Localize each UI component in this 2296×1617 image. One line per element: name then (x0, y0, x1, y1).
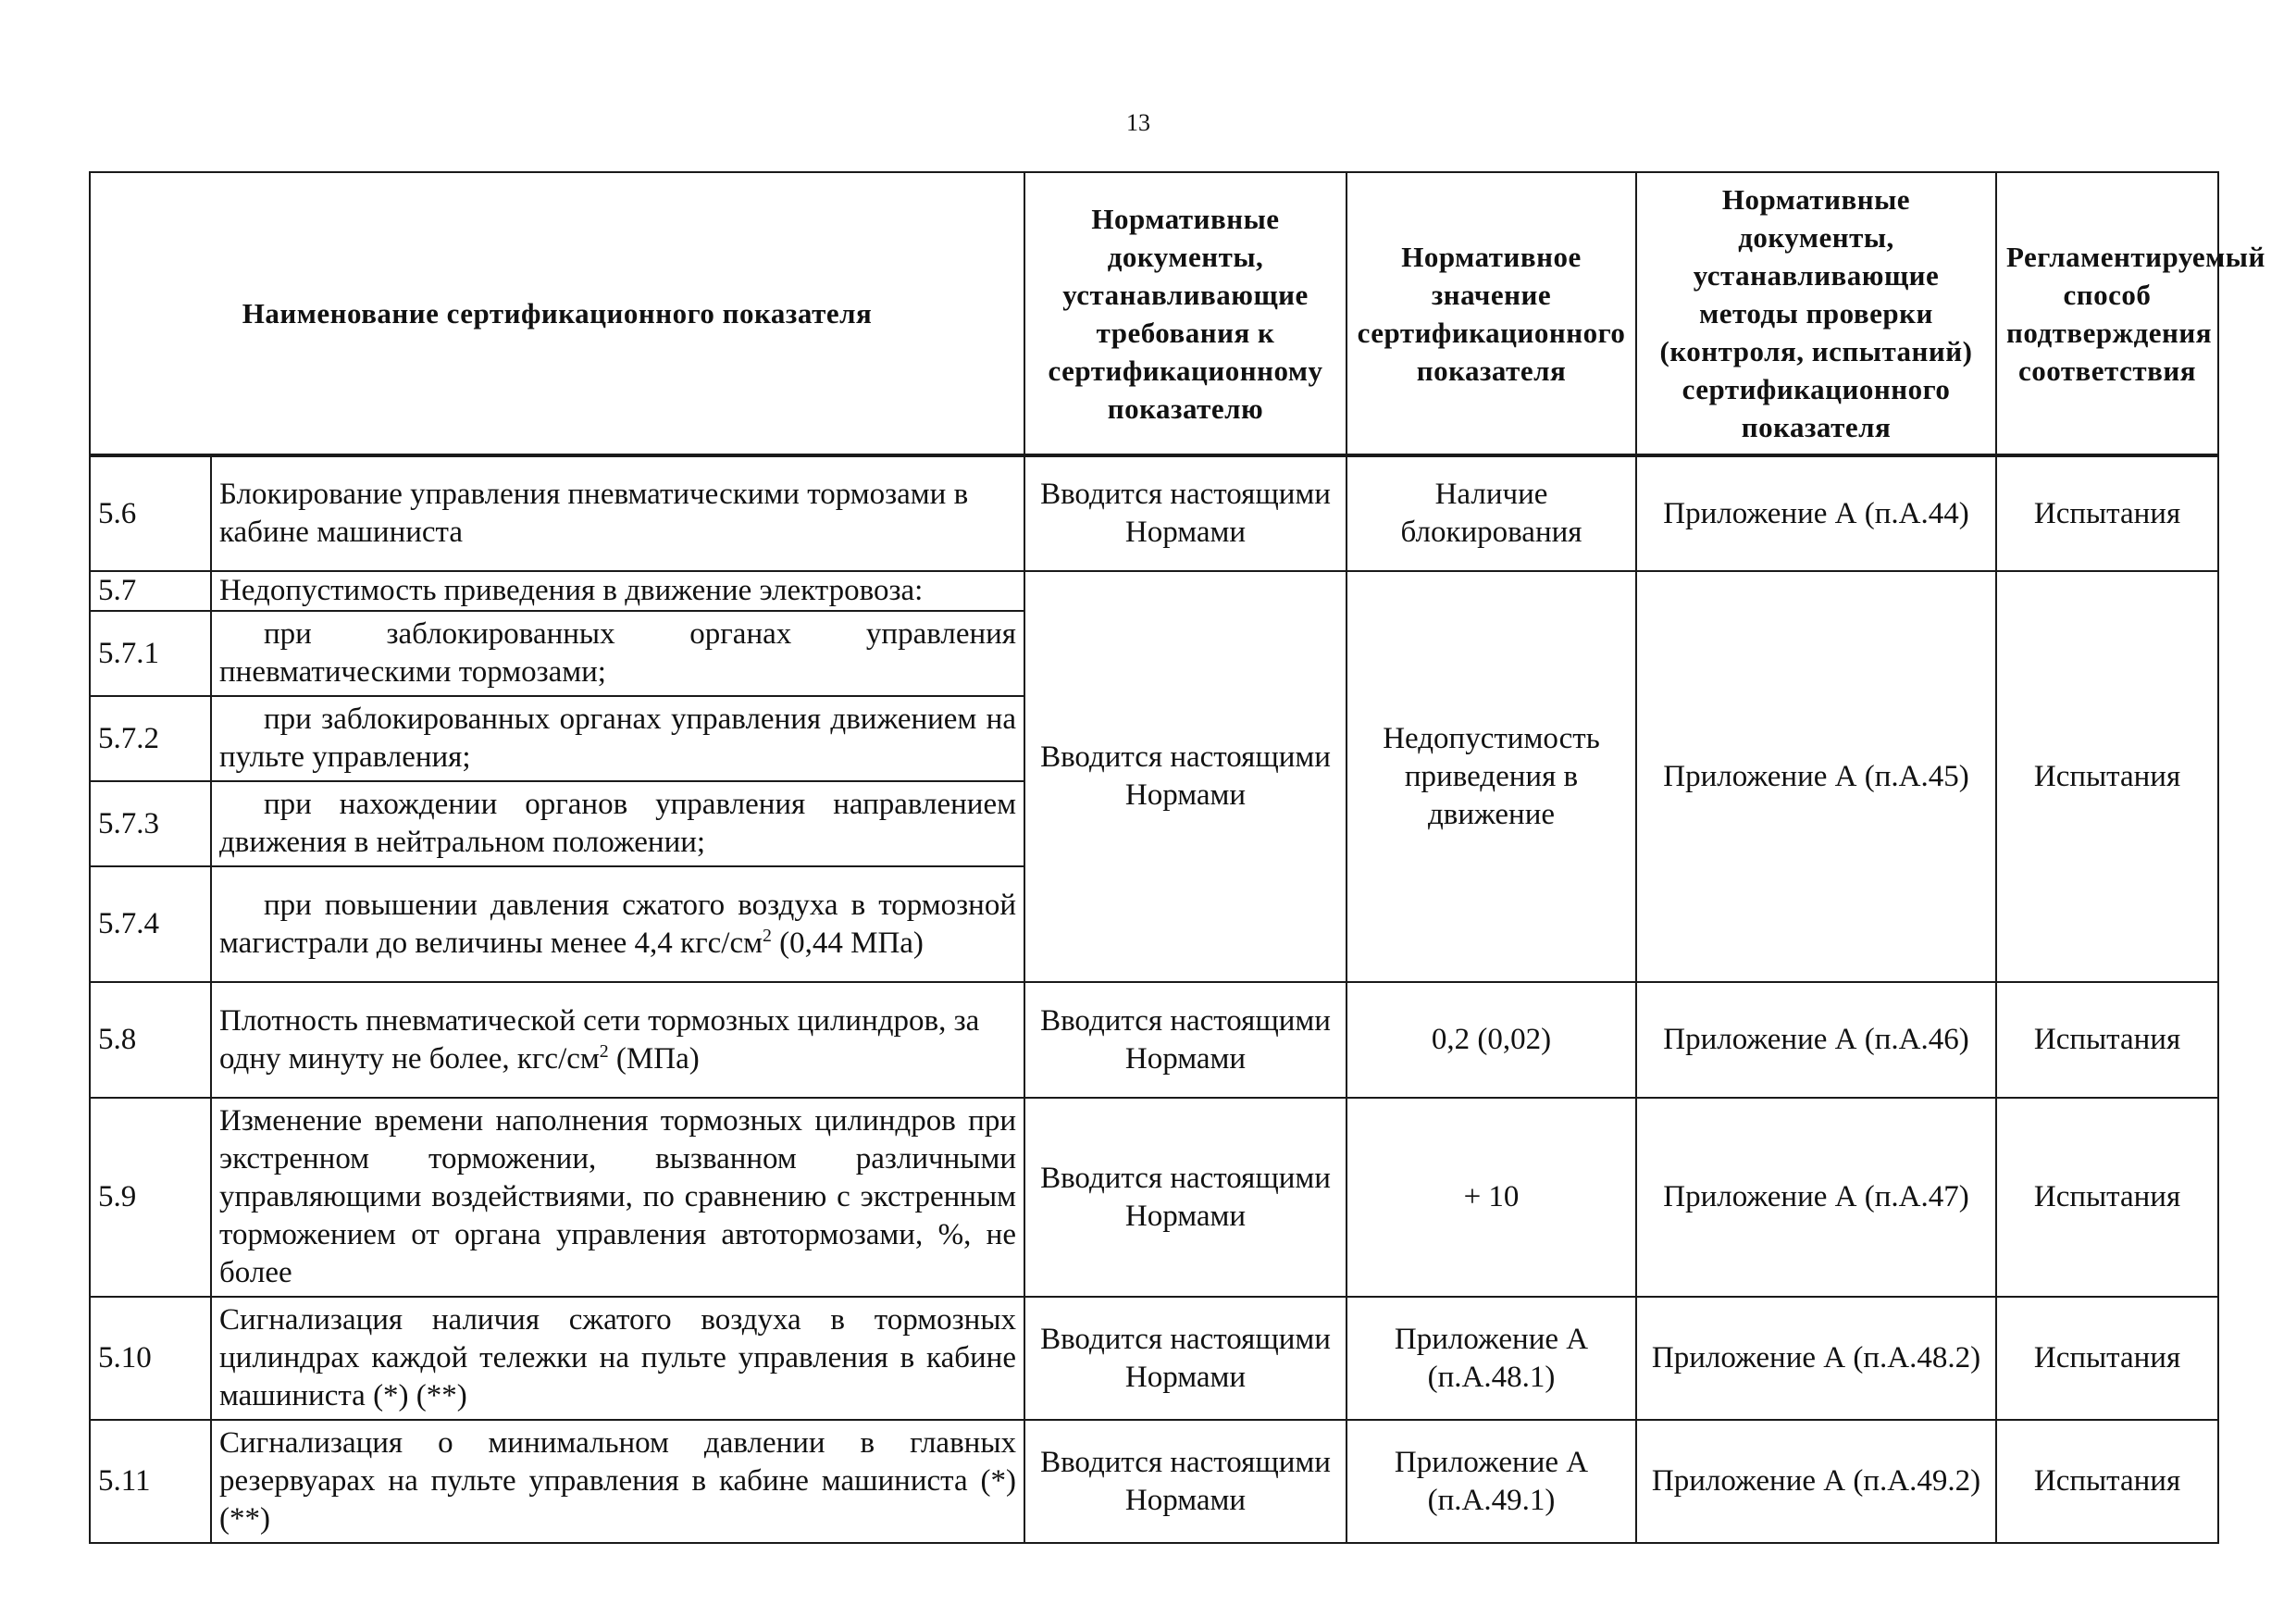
row-name-text: при повышении давления сжатого воздуха в тормозной магистрали до величины менее 4,4 кгс/см (219, 888, 1016, 960)
row-method-docs: Приложение А (п.А.44) (1636, 455, 1996, 571)
table-row (90, 982, 2218, 1098)
row-norm-value: 0,2 (0,02) (1347, 982, 1636, 1098)
row-confirm: Испытания (1996, 455, 2218, 571)
row-name: Сигнализация о минимальном давлении в главных резервуарах на пульте управления в кабине машиниста (*) (**) (211, 1420, 1024, 1543)
row-name-text: при заблокированных органах управления пневматическими тормозами; (219, 617, 1016, 689)
row-name (211, 781, 1024, 866)
row-norm-value: + 10 (1347, 1098, 1636, 1297)
table-row (90, 455, 2218, 571)
row-name-text: при заблокированных органах управления движением на пульте управления; (219, 703, 1016, 774)
header-confirm: Регламентируемый способ подтверждения соответствия (1996, 172, 2218, 455)
row-name: Сигнализация наличия сжатого воздуха в тормозных цилиндрах каждой тележки на пульте управления в кабине машиниста (*) (**) (211, 1297, 1024, 1420)
row-req-docs: Вводится настоящими Нормами (1024, 455, 1347, 571)
row-norm-value: Наличие блокирования (1347, 455, 1636, 571)
row-norm-value: Приложение А (п.А.49.1) (1347, 1420, 1636, 1543)
row-name-text: Плотность пневматической сети тормозных цилиндров, за одну минуту не более, кгс/см (219, 1003, 980, 1076)
row-req-docs: Вводится настоящими Нормами (1024, 982, 1347, 1098)
row-name (211, 866, 1024, 982)
row-name (211, 696, 1024, 781)
row-name-tail: (МПа) (608, 1041, 700, 1076)
row-number: 5.7.3 (90, 781, 211, 866)
row-confirm: Испытания (1996, 1297, 2218, 1420)
row-req-docs: Вводится настоящими Нормами (1024, 571, 1347, 982)
row-name-text: при нахождении органов управления направлением движения в нейтральном положении; (219, 788, 1016, 859)
row-number: 5.7.4 (90, 866, 211, 982)
row-number: 5.6 (90, 455, 211, 571)
certification-table (89, 171, 2265, 1544)
row-req-docs: Вводится настоящими Нормами (1024, 1098, 1347, 1297)
superscript: 2 (599, 1040, 609, 1062)
row-method-docs: Приложение А (п.А.47) (1636, 1098, 1996, 1297)
header-norm-value: Нормативное значение сертификационного показателя (1347, 172, 1636, 455)
row-name (211, 611, 1024, 696)
row-confirm: Испытания (1996, 1098, 2218, 1297)
row-req-docs: Вводится настоящими Нормами (1024, 1297, 1347, 1420)
row-confirm: Испытания (1996, 571, 2218, 982)
superscript: 2 (762, 925, 772, 946)
row-name: Блокирование управления пневматическими тормозами в кабине машиниста (211, 455, 1024, 571)
table-row (90, 1098, 2218, 1297)
table-header-row (90, 172, 2218, 455)
row-method-docs: Приложение А (п.А.48.2) (1636, 1297, 1996, 1420)
row-req-docs: Вводится настоящими Нормами (1024, 1420, 1347, 1543)
row-norm-value: Приложение А (п.А.48.1) (1347, 1297, 1636, 1420)
row-method-docs: Приложение А (п.А.45) (1636, 571, 1996, 982)
row-method-docs: Приложение А (п.А.49.2) (1636, 1420, 1996, 1543)
row-name-tail: (0,44 МПа) (771, 926, 924, 960)
row-number: 5.8 (90, 982, 211, 1098)
row-confirm: Испытания (1996, 982, 2218, 1098)
row-number: 5.7.1 (90, 611, 211, 696)
header-name: Наименование сертификационного показателя (90, 172, 1024, 455)
row-confirm: Испытания (1996, 1420, 2218, 1543)
row-name (211, 982, 1024, 1098)
header-method-docs: Нормативные документы, устанавливающие методы проверки (контроля, испытаний) сертификационного показателя (1636, 172, 1996, 455)
row-method-docs: Приложение А (п.А.46) (1636, 982, 1996, 1098)
row-number: 5.11 (90, 1420, 211, 1543)
page-number: 13 (1126, 109, 1150, 136)
table-row (90, 571, 2218, 611)
row-number: 5.9 (90, 1098, 211, 1297)
row-name: Недопустимость приведения в движение электровоза: (211, 571, 1024, 611)
row-name: Изменение времени наполнения тормозных цилиндров при экстренном торможении, вызванном различными управляющими воздействиями, по сравнению с экстренным торможением от органа управления автотормозами, %, не более (211, 1098, 1024, 1297)
table-row (90, 1420, 2218, 1543)
row-norm-value: Недопустимость приведения в движение (1347, 571, 1636, 982)
table-row (90, 1297, 2218, 1420)
row-number: 5.10 (90, 1297, 211, 1420)
row-number: 5.7.2 (90, 696, 211, 781)
row-number: 5.7 (90, 571, 211, 611)
header-req-docs: Нормативные документы, устанавливающие требования к сертификационному показателю (1024, 172, 1347, 455)
